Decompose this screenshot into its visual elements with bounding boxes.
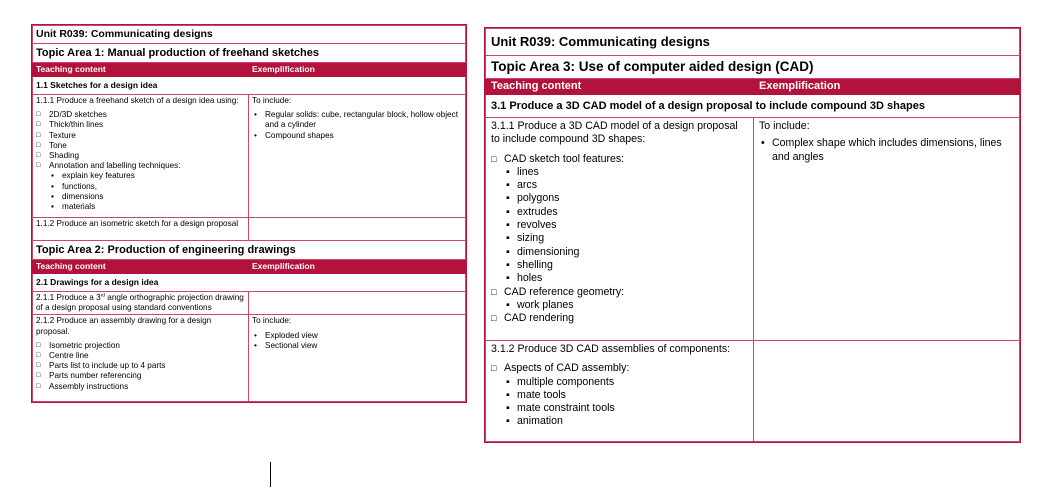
list-item: □ CAD sketch tool features: [491,153,748,166]
exemplification-3-1-2 [754,341,1020,442]
item-3-1-2-text: 3.1.2 Produce 3D CAD assemblies of components: [491,343,731,355]
ordinal-suffix: rd [100,293,106,299]
list-item: □ Annotation and labelling techniques: [36,161,245,171]
exemplification-1-1-2 [249,218,466,241]
list-item: □ CAD rendering [491,312,748,325]
assembly-list [491,362,748,375]
to-include-label: To include: [759,120,810,132]
list-item: ▪ materials [49,202,245,212]
cad-rendering-list [491,312,748,325]
list-item: ▪ work planes [504,299,748,312]
list-item: □ Aspects of CAD assembly: [491,362,748,375]
exemplification-list [252,331,462,351]
list-item: □ Parts list to include up to 4 parts [36,361,245,371]
list-item: ▪ multiple components [504,376,748,389]
topic-area-3-title: Topic Area 3: Use of computer aided design (CAD) [486,56,1020,79]
list-item: ▪ functions, [49,182,245,192]
list-item: ▪ lines [504,166,748,179]
section-1-1-title: 1.1 Sketches for a design idea [33,77,466,95]
to-include-label: To include: [252,316,292,326]
list-item: □ Parts number referencing [36,371,245,381]
list-item: ▪ sizing [504,232,748,245]
list-item: □ Isometric projection [36,341,245,351]
content-1-1-2: 1.1.2 Produce an isometric sketch for a design proposal [33,218,249,241]
content-3-1-1 [486,118,754,341]
exemplification-header: Exemplification [249,63,466,77]
annotation-sublist [49,171,245,212]
content-2-1-2 [33,315,249,402]
list-item: ▪ dimensions [49,192,245,202]
exemplification-header: Exemplification [249,260,466,274]
item-2-1-1-text-a: 2.1.1 Produce a 3 [36,293,101,302]
item-2-1-2-list [36,341,245,392]
teaching-content-header: Teaching content [33,63,249,77]
exemplification-2-1-1 [249,292,466,315]
text-cursor [270,462,271,487]
list-item: • Exploded view [252,331,462,341]
list-item: □ 2D/3D sketches [36,110,245,120]
cad-reference-items [504,299,748,312]
content-2-1-1 [33,292,249,315]
list-item: • Complex shape which includes dimensions, lines and angles [759,137,1014,164]
list-item: □ Centre line [36,351,245,361]
list-item: □ Shading [36,151,245,161]
exemplification-2-1-2 [249,315,466,402]
list-item: ▪ arcs [504,179,748,192]
list-item: ▪ holes [504,272,748,285]
right-table [485,28,1020,442]
content-1-1-1 [33,95,249,218]
cad-reference-list [491,286,748,299]
list-item: ▪ animation [504,415,748,428]
topic-area-2-title: Topic Area 2: Production of engineering drawings [33,241,466,260]
exemplification-header: Exemplification [754,79,1020,95]
list-item: ▪ dimensioning [504,246,748,259]
item-1-1-1-text: 1.1.1 Produce a freehand sketch of a design idea using: [36,96,239,105]
list-item: • Regular solids: cube, rectangular block, hollow object and a cylinder [252,110,462,130]
list-item: ▪ shelling [504,259,748,272]
cad-sketch-list [491,153,748,166]
assembly-items [504,376,748,429]
unit-title: Unit R039: Communicating designs [33,26,466,44]
list-item: • Compound shapes [252,131,462,141]
exemplification-list [252,110,462,141]
item-2-1-2-text: 2.1.2 Produce an assembly drawing for a design proposal. [36,316,212,336]
content-3-1-2 [486,341,754,442]
to-include-label: To include: [252,96,292,105]
list-item: □ Texture [36,131,245,141]
teaching-content-header: Teaching content [486,79,754,95]
unit-title: Unit R039: Communicating designs [486,29,1020,56]
left-table [32,25,466,402]
list-item: □ Tone [36,141,245,151]
exemplification-list [759,137,1014,164]
section-2-1-title: 2.1 Drawings for a design idea [33,274,466,292]
list-item: □ Assembly instructions [36,382,245,392]
list-item: ▪ mate tools [504,389,748,402]
section-3-1-title: 3.1 Produce a 3D CAD model of a design proposal to include compound 3D shapes [486,95,1020,118]
item-1-1-1-list [36,110,245,171]
item-3-1-1-text: 3.1.1 Produce a 3D CAD model of a design proposal to include compound 3D shapes: [491,120,738,146]
list-item: □ Thick/thin lines [36,120,245,130]
list-item: ▪ explain key features [49,171,245,181]
topic-area-1-title: Topic Area 1: Manual production of freehand sketches [33,44,466,63]
right-document [484,27,1021,443]
list-item: ▪ extrudes [504,206,748,219]
list-item: ▪ revolves [504,219,748,232]
left-document [31,24,467,403]
list-item: ▪ polygons [504,192,748,205]
teaching-content-header: Teaching content [33,260,249,274]
list-item: □ CAD reference geometry: [491,286,748,299]
list-item: • Sectional view [252,341,462,351]
cad-sketch-features [504,166,748,286]
exemplification-1-1-1 [249,95,466,218]
item-2-1-1-text-b: angle orthographic projection drawing of a design proposal using standard conventions [36,293,244,313]
list-item: ▪ mate constraint tools [504,402,748,415]
exemplification-3-1-1 [754,118,1020,341]
